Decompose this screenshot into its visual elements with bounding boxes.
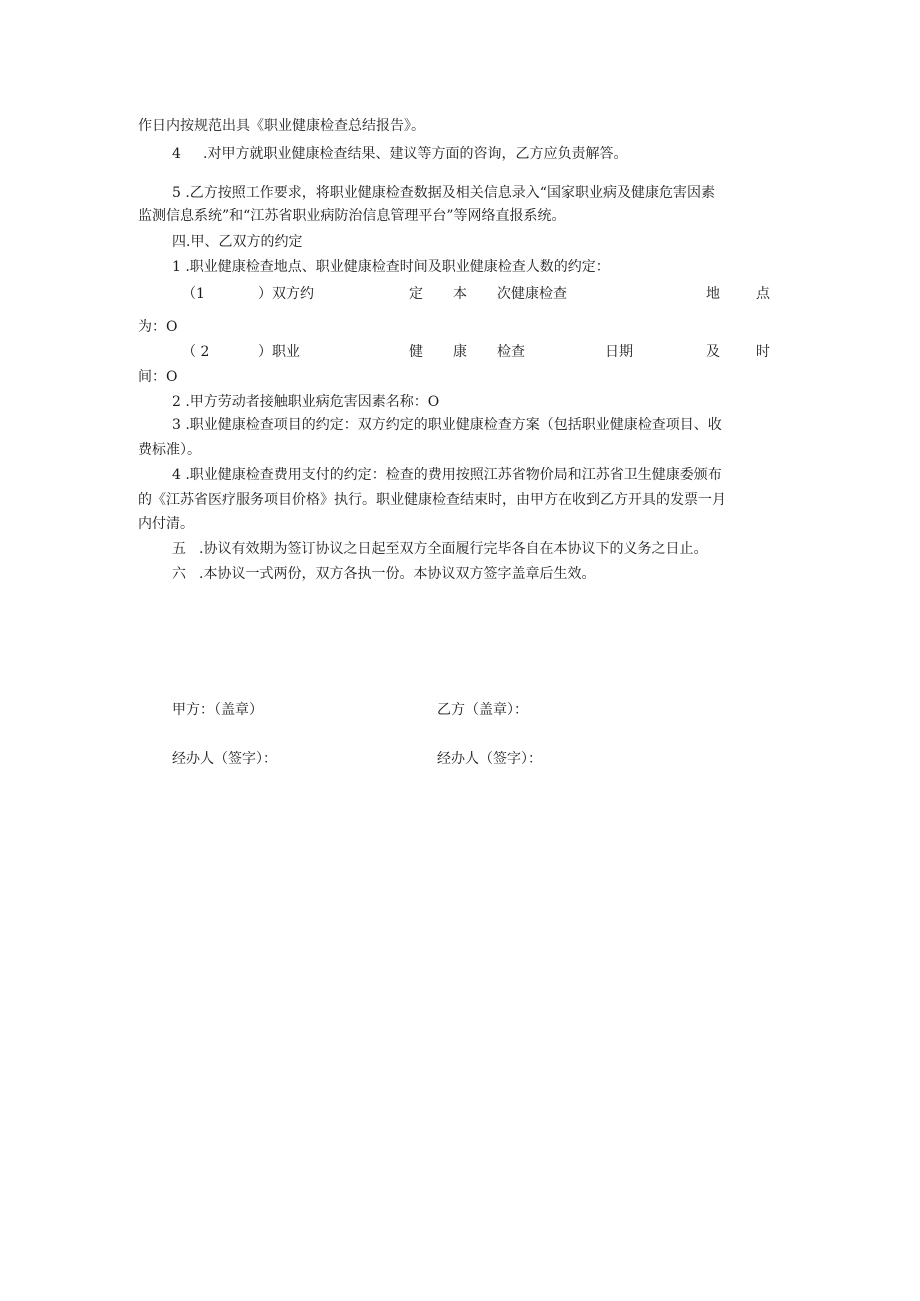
- text-line: 内付清。: [138, 516, 194, 532]
- text-fragment: （ 2: [182, 344, 210, 360]
- text-fragment: ）双方约: [258, 286, 314, 302]
- party-a-agent-label: 经办人（签字）：: [172, 751, 277, 767]
- text-fragment: 次健康检查: [497, 286, 567, 302]
- text-line: 为：O: [138, 319, 178, 335]
- section-heading: 四.甲、乙双方的约定: [172, 234, 303, 250]
- text-line: 4 .职业健康检查费用支付的约定：检查的费用按照江苏省物价局和江苏省卫生健康委颁布: [172, 467, 722, 483]
- text-fragment: ）职业: [258, 344, 300, 360]
- text-line: 监测信息系统”和“江苏省职业病防治信息管理平台”等网络直报系统。: [138, 208, 566, 224]
- text-fragment: 地: [706, 286, 720, 302]
- item-number: 六: [172, 566, 186, 582]
- text-line: 2 .甲方劳动者接触职业病危害因素名称：O: [172, 394, 440, 410]
- party-a-seal-label: 甲方：（盖章）: [172, 702, 263, 718]
- text-line: 3 .职业健康检查项目的约定：双方约定的职业健康检查方案（包括职业健康检查项目、收: [172, 417, 722, 433]
- text-line: 的《江苏省医疗服务项目价格》执行。职业健康检查结束时，由甲方在收到乙方开具的发票一月: [138, 492, 726, 508]
- party-b-seal-label: 乙方（盖章）：: [437, 702, 528, 718]
- text-line: .协议有效期为签订协议之日起至双方全面履行完毕各自在本协议下的义务之日止。: [199, 541, 708, 557]
- item-number: 4: [172, 146, 181, 162]
- text-fragment: 本: [453, 286, 467, 302]
- text-fragment: （1: [182, 286, 205, 302]
- text-fragment: 定: [409, 286, 423, 302]
- text-line: 作日内按规范出具《职业健康检查总结报告》。: [138, 118, 425, 134]
- text-fragment: 健: [409, 344, 423, 360]
- text-line: 1 .职业健康检查地点、职业健康检查时间及职业健康检查人数的约定：: [172, 259, 610, 275]
- text-line: 5 .乙方按照工作要求，将职业健康检查数据及相关信息录入“国家职业病及健康危害因素: [172, 185, 715, 201]
- text-fragment: 日期: [605, 344, 633, 360]
- text-line: 费标准）。: [138, 442, 201, 458]
- text-line: .对甲方就职业健康检查结果、建议等方面的咨询，乙方应负责解答。: [203, 146, 628, 162]
- text-fragment: 康: [453, 344, 467, 360]
- text-line: 间：O: [138, 369, 178, 385]
- text-fragment: 点: [756, 286, 770, 302]
- item-number: 五: [172, 541, 186, 557]
- text-fragment: 及: [706, 344, 720, 360]
- party-b-agent-label: 经办人（签字）：: [437, 751, 542, 767]
- text-fragment: 时: [756, 344, 770, 360]
- text-line: .本协议一式两份，双方各执一份。本协议双方签字盖章后生效。: [199, 566, 596, 582]
- text-fragment: 检查: [497, 344, 525, 360]
